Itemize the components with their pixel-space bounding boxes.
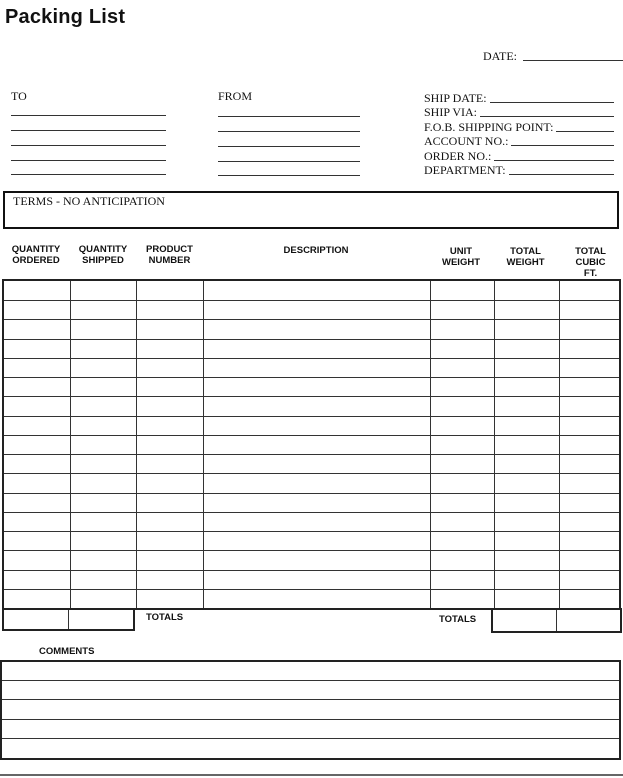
table-row [4,416,619,417]
header-quantity-ordered: QUANTITY ORDERED [11,244,61,266]
account-no-line[interactable] [511,145,614,146]
order-no-label: ORDER NO.: [424,149,492,163]
department-label: DEPARTMENT: [424,163,506,177]
from-line-1[interactable] [218,116,360,117]
table-row [4,512,619,513]
table-row [4,473,619,474]
ship-date-label: SHIP DATE: [424,91,487,105]
header-product-number: PRODUCT NUMBER [146,244,193,266]
fob-shipping-point-label: F.O.B. SHIPPING POINT: [424,120,554,134]
header-unit-weight: UNIT WEIGHT [442,246,480,268]
account-no-label: ACCOUNT NO.: [424,134,509,148]
header-quantity-shipped: QUANTITY SHIPPED [78,244,128,266]
table-row [4,589,619,590]
col-divider [559,281,560,608]
date-label: DATE: [483,49,517,63]
comment-line [2,699,619,700]
comment-line [2,680,619,681]
from-line-2[interactable] [218,131,360,132]
from-line-4[interactable] [218,161,360,162]
comments-label: COMMENTS [39,646,95,657]
comment-line [2,738,619,739]
col-divider [203,281,204,608]
totals-right-box[interactable] [491,608,622,633]
table-row [4,377,619,378]
col-divider [136,281,137,608]
table-row [4,550,619,551]
to-line-2[interactable] [11,130,166,131]
order-no-field[interactable] [424,149,614,163]
header-total-cubic-ft: TOTAL CUBIC FT. [575,246,606,279]
col-divider [494,281,495,608]
totals-left-box[interactable] [2,608,135,631]
table-row [4,435,619,436]
ship-via-line[interactable] [480,116,614,117]
fob-shipping-point-field[interactable] [424,120,614,134]
to-label: TO [11,89,27,103]
department-line[interactable] [509,174,614,175]
col-divider [430,281,431,608]
totals-label-right: TOTALS [439,614,477,625]
header-total-weight: TOTAL WEIGHT [506,246,545,268]
totals-label-left: TOTALS [146,612,184,623]
table-row [4,531,619,532]
table-row [4,300,619,301]
comments-box[interactable] [0,660,621,760]
col-divider [556,610,557,631]
terms-box[interactable] [3,191,619,229]
to-line-3[interactable] [11,145,166,146]
col-divider [68,610,69,629]
table-row [4,493,619,494]
order-no-line[interactable] [494,160,614,161]
account-no-field[interactable] [424,134,614,148]
header-description: DESCRIPTION [283,245,349,256]
ship-via-label: SHIP VIA: [424,105,478,119]
comment-line [2,719,619,720]
to-line-5[interactable] [11,174,166,175]
to-line-1[interactable] [11,115,166,116]
to-line-4[interactable] [11,160,166,161]
table-row [4,319,619,320]
fob-shipping-point-line[interactable] [556,131,614,132]
col-divider [70,281,71,608]
ship-via-field[interactable] [424,105,614,119]
date-field[interactable] [523,60,623,61]
bottom-rule [0,774,623,776]
from-line-3[interactable] [218,146,360,147]
table-row [4,454,619,455]
table-row [4,570,619,571]
from-label: FROM [218,89,253,103]
page-title: Packing List [5,6,126,28]
table-row [4,358,619,359]
items-table[interactable] [2,279,621,610]
terms-label: TERMS - NO ANTICIPATION [13,194,165,208]
from-line-5[interactable] [218,175,360,176]
table-row [4,339,619,340]
ship-date-line[interactable] [490,102,614,103]
table-row [4,396,619,397]
ship-date-field[interactable] [424,91,614,105]
department-field[interactable] [424,163,614,177]
